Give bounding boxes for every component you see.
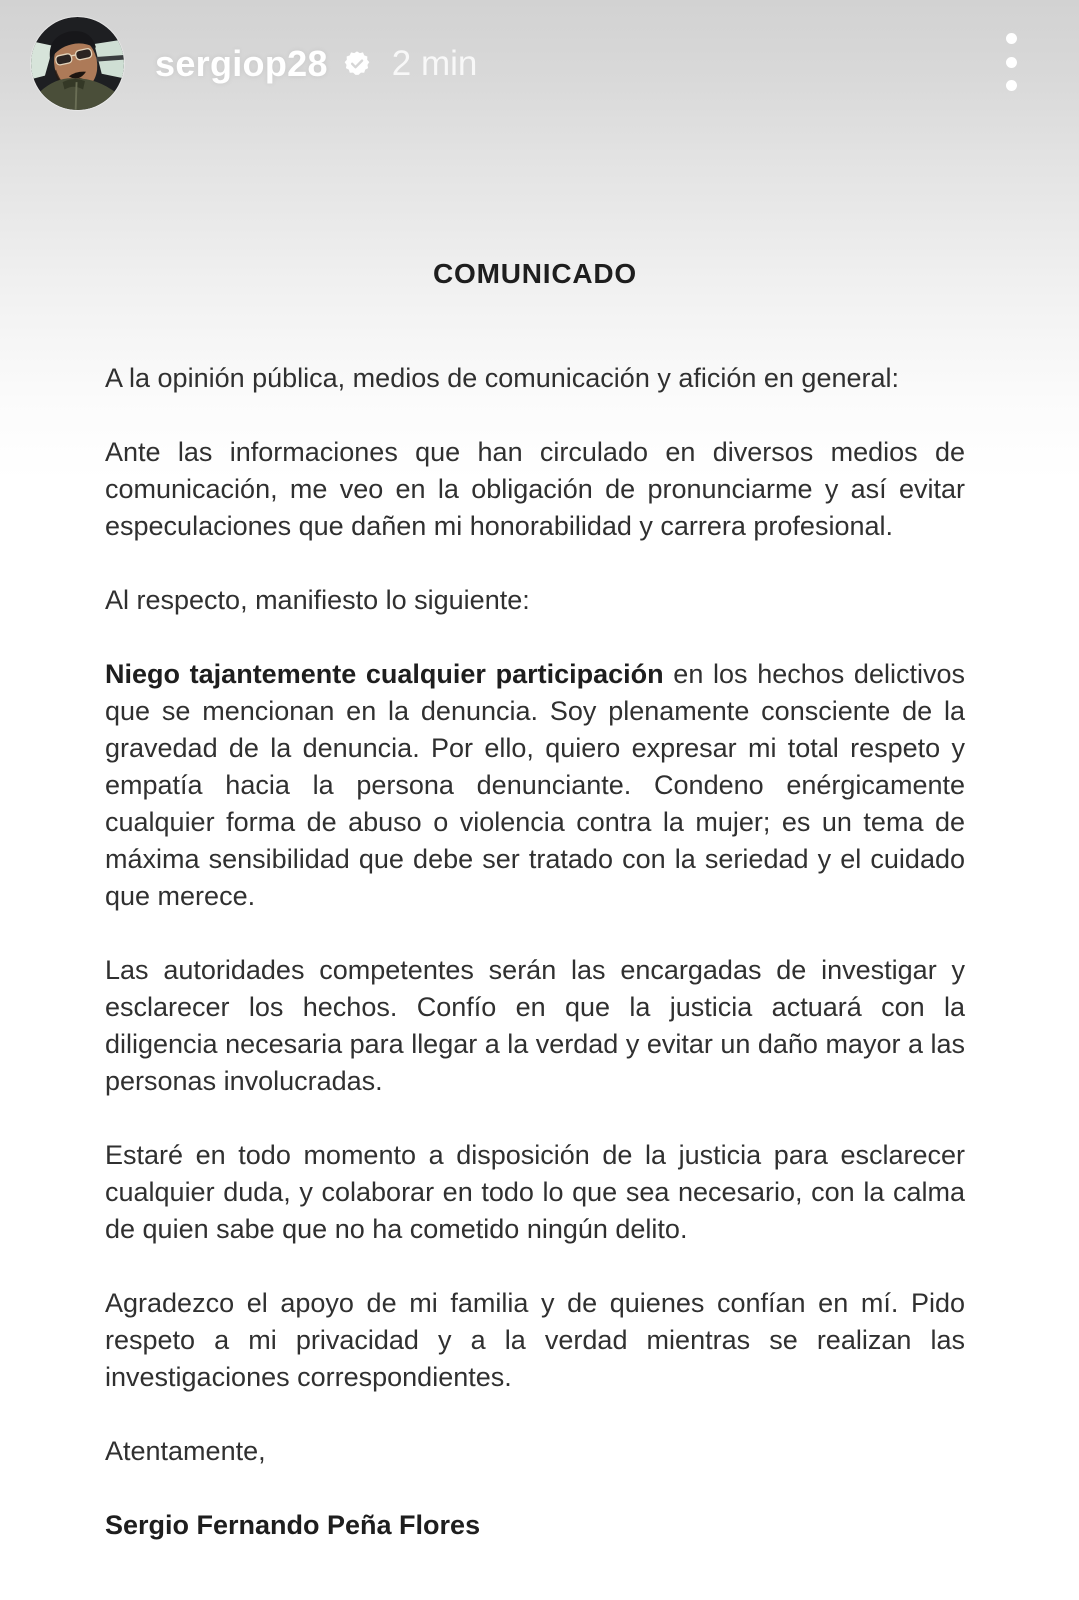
timestamp: 2 min — [391, 44, 478, 83]
statement-document — [105, 258, 965, 1581]
denial-bold-lead: Niego tajantemente cualquier participación — [105, 659, 664, 689]
story-header — [0, 0, 1079, 130]
avatar-photo — [31, 17, 124, 110]
autoridades-paragraph: Las autoridades competentes serán las encargadas de investigar y esclarecer los hechos. Confío en que la justicia actuará con la diligencia necesaria para llegar a la verdad y evitar un daño mayor a las personas involucradas. — [105, 955, 965, 1096]
respecto-paragraph: Al respecto, manifiesto lo siguiente: — [105, 585, 530, 615]
disposicion-paragraph: Estaré en todo momento a disposición de la justicia para esclarecer cualquier duda, y colaborar en todo lo que sea necesario, con la calma de quien sabe que no ha cometido ningún delito. — [105, 1140, 965, 1244]
denial-rest: en los hechos delictivos que se mencionan en la denuncia. Soy plenamente consciente de la gravedad de la denuncia. Por ello, quiero expresar mi total respeto y empatía hacia la persona denunciante. Condeno enérgicamente cualquier forma de abuso o violencia contra la mujer; es un tema de máxima sensibilidad que debe ser tratado con la seriedad y el cuidado que merece. — [105, 659, 965, 911]
avatar[interactable] — [31, 17, 124, 110]
kebab-menu-icon — [1006, 33, 1017, 44]
username[interactable]: sergiop28 — [155, 43, 328, 84]
denial-paragraph — [105, 656, 965, 915]
salutation-paragraph: A la opinión pública, medios de comunicación y afición en general: — [105, 363, 899, 393]
closing-paragraph: Atentamente, — [105, 1436, 266, 1466]
more-options-button[interactable] — [999, 33, 1023, 91]
verified-badge-icon — [343, 50, 371, 78]
agradezco-paragraph: Agradezco el apoyo de mi familia y de quienes confían en mí. Pido respeto a mi privacidad y a la verdad mientras se realizan las investigaciones correspondientes. — [105, 1288, 965, 1392]
header-user-line — [155, 40, 477, 88]
signature-name: Sergio Fernando Peña Flores — [105, 1510, 481, 1540]
intro-paragraph: Ante las informaciones que han circulado en diversos medios de comunicación, me veo en la obligación de pronunciarme y así evitar especulaciones que dañen mi honorabilidad y carrera profesional. — [105, 437, 965, 541]
document-title: COMUNICADO — [433, 258, 637, 289]
